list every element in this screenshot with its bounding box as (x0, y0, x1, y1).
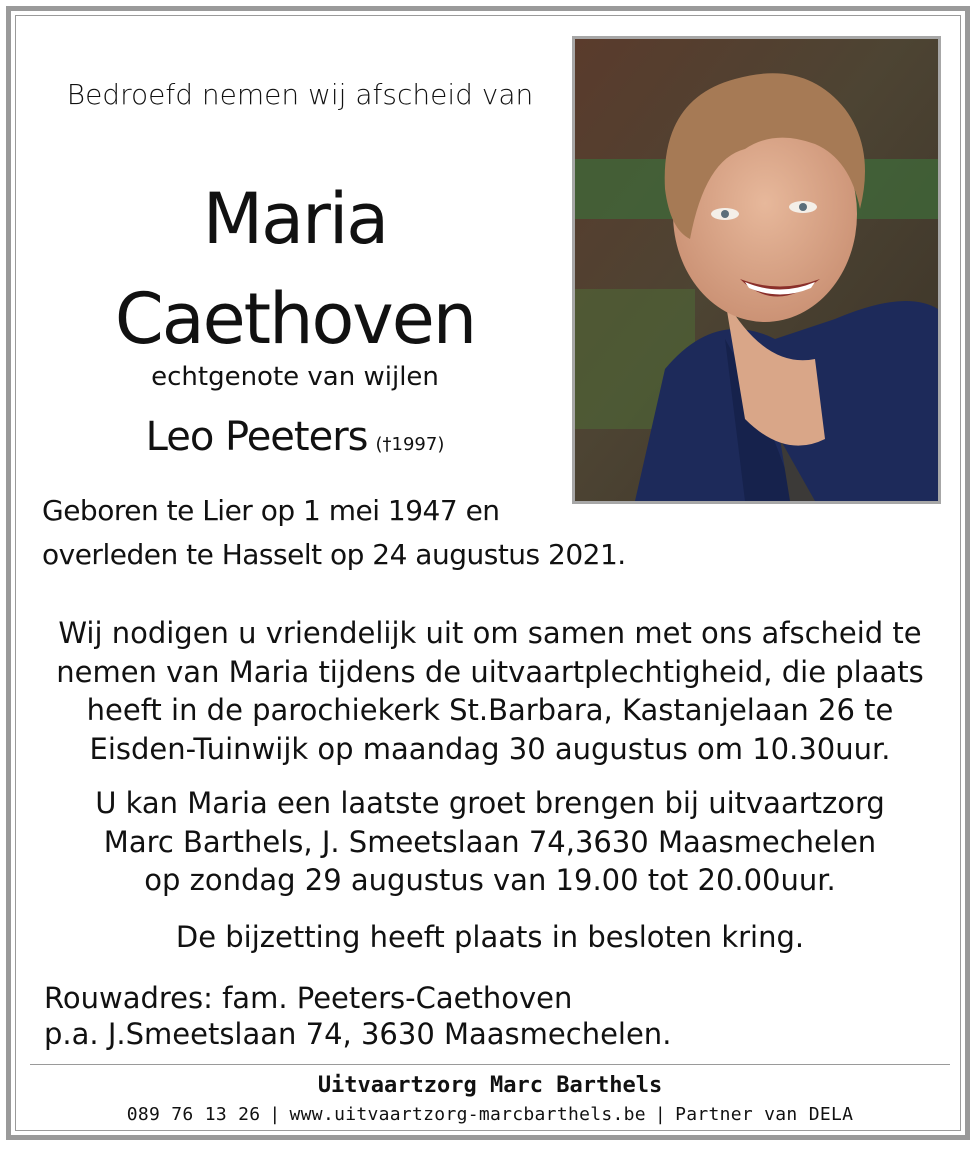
footer-partner: Partner van DELA (675, 1104, 854, 1125)
mourning-address (44, 980, 744, 1052)
funeral-company-name: Uitvaartzorg Marc Barthels (317, 1073, 663, 1098)
ceremony-line: heeft in de parochiekerk St.Barbara, Kastanjelaan 26 te (86, 693, 894, 727)
spouse-death-year: (†1997) (375, 434, 445, 455)
burial-line: De bijzetting heeft plaats in besloten kring. (175, 920, 805, 954)
intro-text: Bedroefd nemen wij afscheid van (66, 78, 534, 111)
ceremony-line: nemen van Maria tijdens de uitvaartplechtigheid, die plaats (56, 654, 924, 689)
spouse-line (40, 414, 550, 460)
birth-line: Geboren te Lier op 1 mei 1947 en (42, 494, 500, 527)
spouse-name: Leo Peeters (145, 414, 368, 460)
death-line: overleden te Hasselt op 24 augustus 2021. (42, 538, 626, 571)
deceased-last-name: Caethoven (114, 278, 476, 360)
ceremony-paragraph (40, 614, 940, 768)
ceremony-line: Eisden-Tuinwijk op maandag 30 augustus om 10.30uur. (89, 731, 891, 766)
footer-phone: 089 76 13 26 (126, 1104, 261, 1125)
visitation-line: op zondag 29 augustus van 19.00 tot 20.00uur. (144, 863, 836, 897)
burial-paragraph (40, 918, 940, 957)
footer-divider (30, 1064, 950, 1065)
visitation-line: U kan Maria een laatste groet brengen bij uitvaartzorg (95, 786, 885, 820)
address-line: Rouwadres: fam. Peeters-Caethoven (44, 981, 573, 1015)
footer-separator: | (654, 1104, 667, 1125)
visitation-paragraph (40, 784, 940, 900)
spouse-label: echtgenote van wijlen (151, 362, 439, 392)
footer-contact (0, 1104, 980, 1125)
visitation-line: Marc Barthels, J. Smeetslaan 74,3630 Maasmechelen (103, 824, 877, 859)
footer-separator: | (269, 1104, 281, 1125)
deceased-first-name: Maria (202, 178, 388, 260)
portrait-photo (572, 36, 941, 504)
footer-website-link[interactable]: www.uitvaartzorg-marcbarthels.be (289, 1104, 646, 1125)
ceremony-line: Wij nodigen u vriendelijk uit om samen met ons afscheid te (58, 616, 922, 650)
address-line: p.a. J.Smeetslaan 74, 3630 Maasmechelen. (44, 1017, 672, 1051)
